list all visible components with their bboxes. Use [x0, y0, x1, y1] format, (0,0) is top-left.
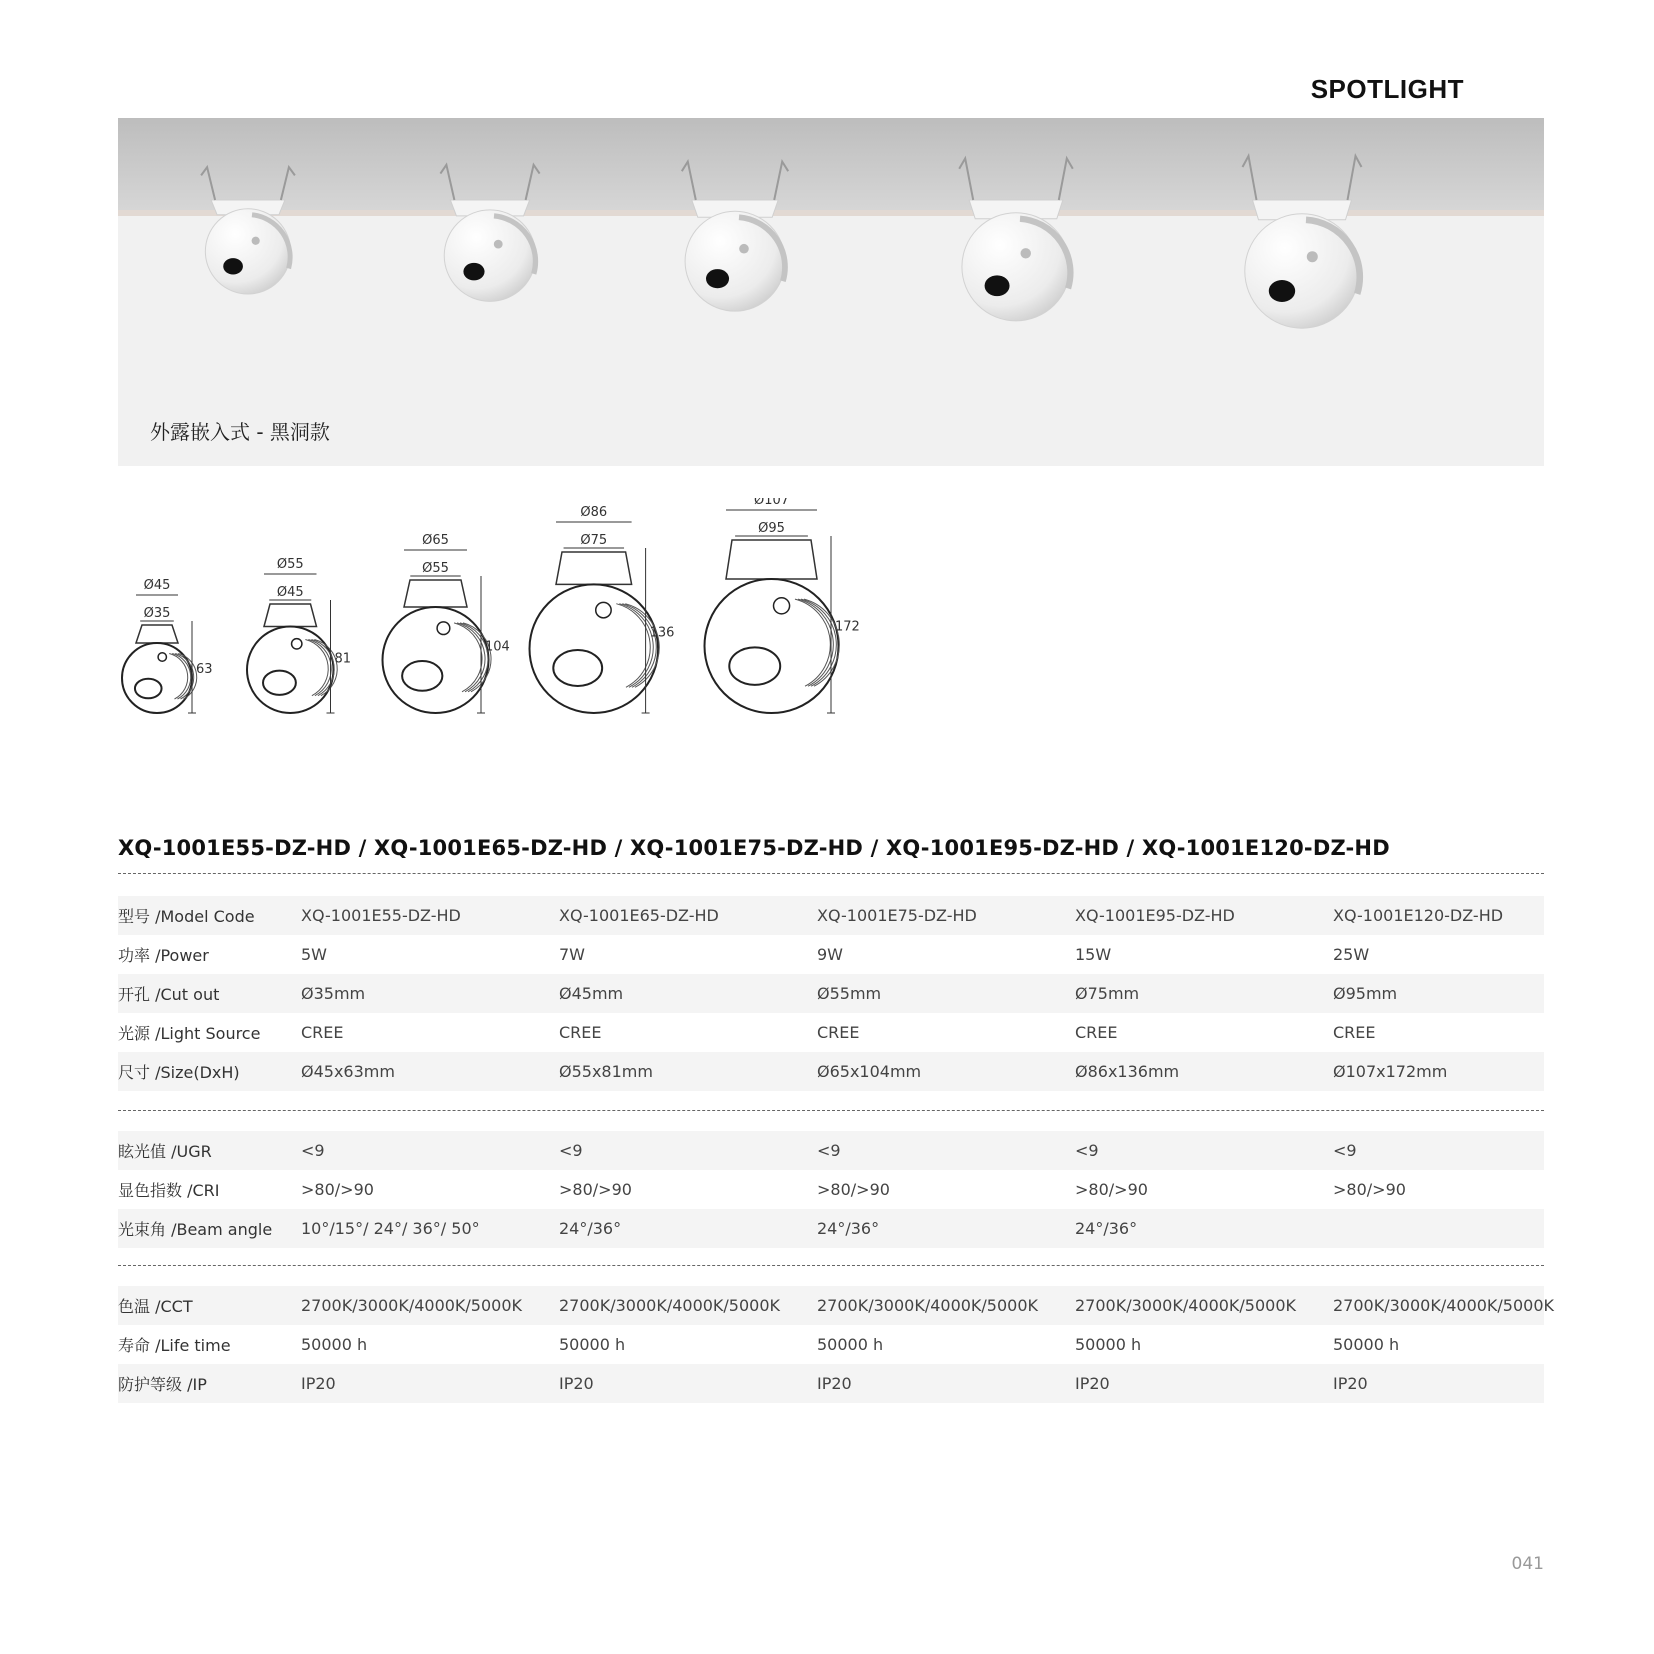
spec-value: CREE [301, 1023, 344, 1042]
spec-value: IP20 [1075, 1374, 1110, 1393]
spec-value: <9 [1333, 1141, 1357, 1160]
spec-value: 2700K/3000K/4000K/5000K [1333, 1296, 1555, 1315]
spec-value: Ø95mm [1333, 984, 1398, 1003]
spec-value: 2700K/3000K/4000K/5000K [559, 1296, 781, 1315]
divider-2 [118, 1110, 1544, 1111]
spec-value: CREE [1075, 1023, 1118, 1042]
spec-label: 尺寸 /Size(DxH) [118, 1063, 240, 1082]
spec-value: 50000 h [817, 1335, 884, 1354]
height-label: 63 [196, 662, 213, 677]
hero-caption: 外露嵌入式 - 黑洞款 [150, 420, 330, 444]
spec-value: 25W [1333, 945, 1370, 964]
spec-row [118, 1209, 1544, 1248]
spec-value: Ø107x172mm [1333, 1062, 1448, 1081]
spec-label: 眩光值 /UGR [118, 1142, 212, 1161]
spec-row [118, 935, 1544, 974]
spec-group-2 [118, 1131, 1544, 1248]
spec-value: 7W [559, 945, 585, 964]
inner-diameter-label: Ø95 [758, 521, 785, 536]
spec-value: CREE [817, 1023, 860, 1042]
divider-1 [118, 873, 1544, 874]
spec-value: 50000 h [301, 1335, 368, 1354]
spec-value: CREE [1333, 1023, 1376, 1042]
inner-diameter-label: Ø45 [276, 585, 304, 600]
height-label: 104 [485, 639, 510, 655]
hero-illustration [118, 118, 1544, 466]
spec-value: >80/>90 [559, 1180, 632, 1199]
spec-label: 光源 /Light Source [118, 1024, 261, 1043]
spec-value: 9W [817, 945, 843, 964]
spec-value: Ø45x63mm [301, 1062, 395, 1081]
spec-value: 2700K/3000K/4000K/5000K [301, 1296, 523, 1315]
spec-value: Ø35mm [301, 984, 366, 1003]
spec-row [118, 1325, 1544, 1364]
spec-label: 型号 /Model Code [118, 907, 255, 926]
spec-value: >80/>90 [817, 1180, 890, 1199]
spec-value: >80/>90 [1333, 1180, 1406, 1199]
page-number: 041 [1511, 1554, 1544, 1574]
spec-value: 15W [1075, 945, 1112, 964]
spec-value: XQ-1001E65-DZ-HD [559, 906, 719, 925]
product-hero-image [118, 118, 1544, 466]
spec-label: 功率 /Power [118, 946, 209, 965]
spec-value: 24°/36° [1075, 1219, 1138, 1238]
spec-value: XQ-1001E120-DZ-HD [1333, 906, 1504, 925]
divider-3 [118, 1265, 1544, 1266]
spec-label: 色温 /CCT [118, 1297, 193, 1316]
spec-value: Ø55mm [817, 984, 882, 1003]
spec-value: XQ-1001E95-DZ-HD [1075, 906, 1235, 925]
page-brand-title: SPOTLIGHT [1310, 74, 1464, 104]
spec-value: CREE [559, 1023, 602, 1042]
ceiling [118, 118, 1544, 210]
spec-group-1 [118, 896, 1544, 1091]
spec-value: <9 [1075, 1141, 1099, 1160]
spec-label: 防护等级 /IP [118, 1375, 207, 1394]
spec-value: 50000 h [559, 1335, 626, 1354]
spec-row [118, 1131, 1544, 1170]
spec-value: >80/>90 [1075, 1180, 1148, 1199]
spec-value: XQ-1001E75-DZ-HD [817, 906, 977, 925]
outer-diameter-label: Ø86 [580, 505, 608, 520]
spec-value: Ø45mm [559, 984, 624, 1003]
spec-value: XQ-1001E55-DZ-HD [301, 906, 461, 925]
dimension-drawing [122, 578, 213, 713]
outer-diameter-label: Ø45 [143, 578, 171, 593]
outer-diameter-label: Ø65 [422, 533, 449, 548]
spec-value: 10°/15°/ 24°/ 36°/ 50° [301, 1219, 480, 1238]
spec-value: IP20 [817, 1374, 852, 1393]
spec-value: IP20 [301, 1374, 336, 1393]
spec-row [118, 1013, 1544, 1052]
outer-diameter-label: Ø55 [276, 557, 304, 572]
spec-label: 开孔 /Cut out [118, 985, 220, 1004]
spec-row [118, 1364, 1544, 1403]
spec-value: Ø65x104mm [817, 1062, 922, 1081]
height-label: 172 [835, 619, 860, 635]
spec-value: 50000 h [1333, 1335, 1400, 1354]
spec-value: <9 [817, 1141, 841, 1160]
inner-diameter-label: Ø35 [143, 606, 171, 621]
spec-row [118, 974, 1544, 1013]
spec-value: Ø75mm [1075, 984, 1140, 1003]
spec-value: Ø55x81mm [559, 1062, 653, 1081]
spec-value: 50000 h [1075, 1335, 1142, 1354]
height-label: 136 [649, 625, 675, 641]
spec-label: 显色指数 /CRI [118, 1181, 220, 1200]
height-label: 81 [334, 651, 352, 667]
spec-value: <9 [301, 1141, 325, 1160]
dimension-drawings-svg [118, 498, 918, 728]
spec-value: Ø86x136mm [1075, 1062, 1180, 1081]
spec-value: IP20 [1333, 1374, 1368, 1393]
spec-value: IP20 [559, 1374, 594, 1393]
spec-group-3 [118, 1286, 1555, 1403]
spec-value: >80/>90 [301, 1180, 374, 1199]
models-title: XQ-1001E55-DZ-HD / XQ-1001E65-DZ-HD / XQ-1001E75-DZ-HD / XQ-1001E95-DZ-HD / XQ-1001E120-DZ-HD [118, 836, 1390, 860]
spec-value: 2700K/3000K/4000K/5000K [1075, 1296, 1297, 1315]
dimension-drawings [118, 498, 918, 733]
spec-value: 24°/36° [817, 1219, 880, 1238]
dimension-drawing [383, 533, 510, 713]
spec-value: 24°/36° [559, 1219, 622, 1238]
spec-row [118, 1170, 1544, 1209]
spec-label: 光束角 /Beam angle [118, 1220, 273, 1239]
spec-value: <9 [559, 1141, 583, 1160]
spec-value: 2700K/3000K/4000K/5000K [817, 1296, 1039, 1315]
spec-row [118, 1052, 1544, 1091]
dimension-drawing [705, 498, 860, 713]
inner-diameter-label: Ø55 [422, 561, 449, 576]
dimension-drawing [247, 557, 351, 713]
dimension-drawing [530, 505, 675, 713]
outer-diameter-label: Ø107 [753, 498, 790, 508]
spec-label: 寿命 /Life time [118, 1336, 231, 1355]
inner-diameter-label: Ø75 [580, 533, 608, 548]
spec-value: 5W [301, 945, 327, 964]
spec-row [118, 896, 1544, 935]
spec-row [118, 1286, 1555, 1325]
